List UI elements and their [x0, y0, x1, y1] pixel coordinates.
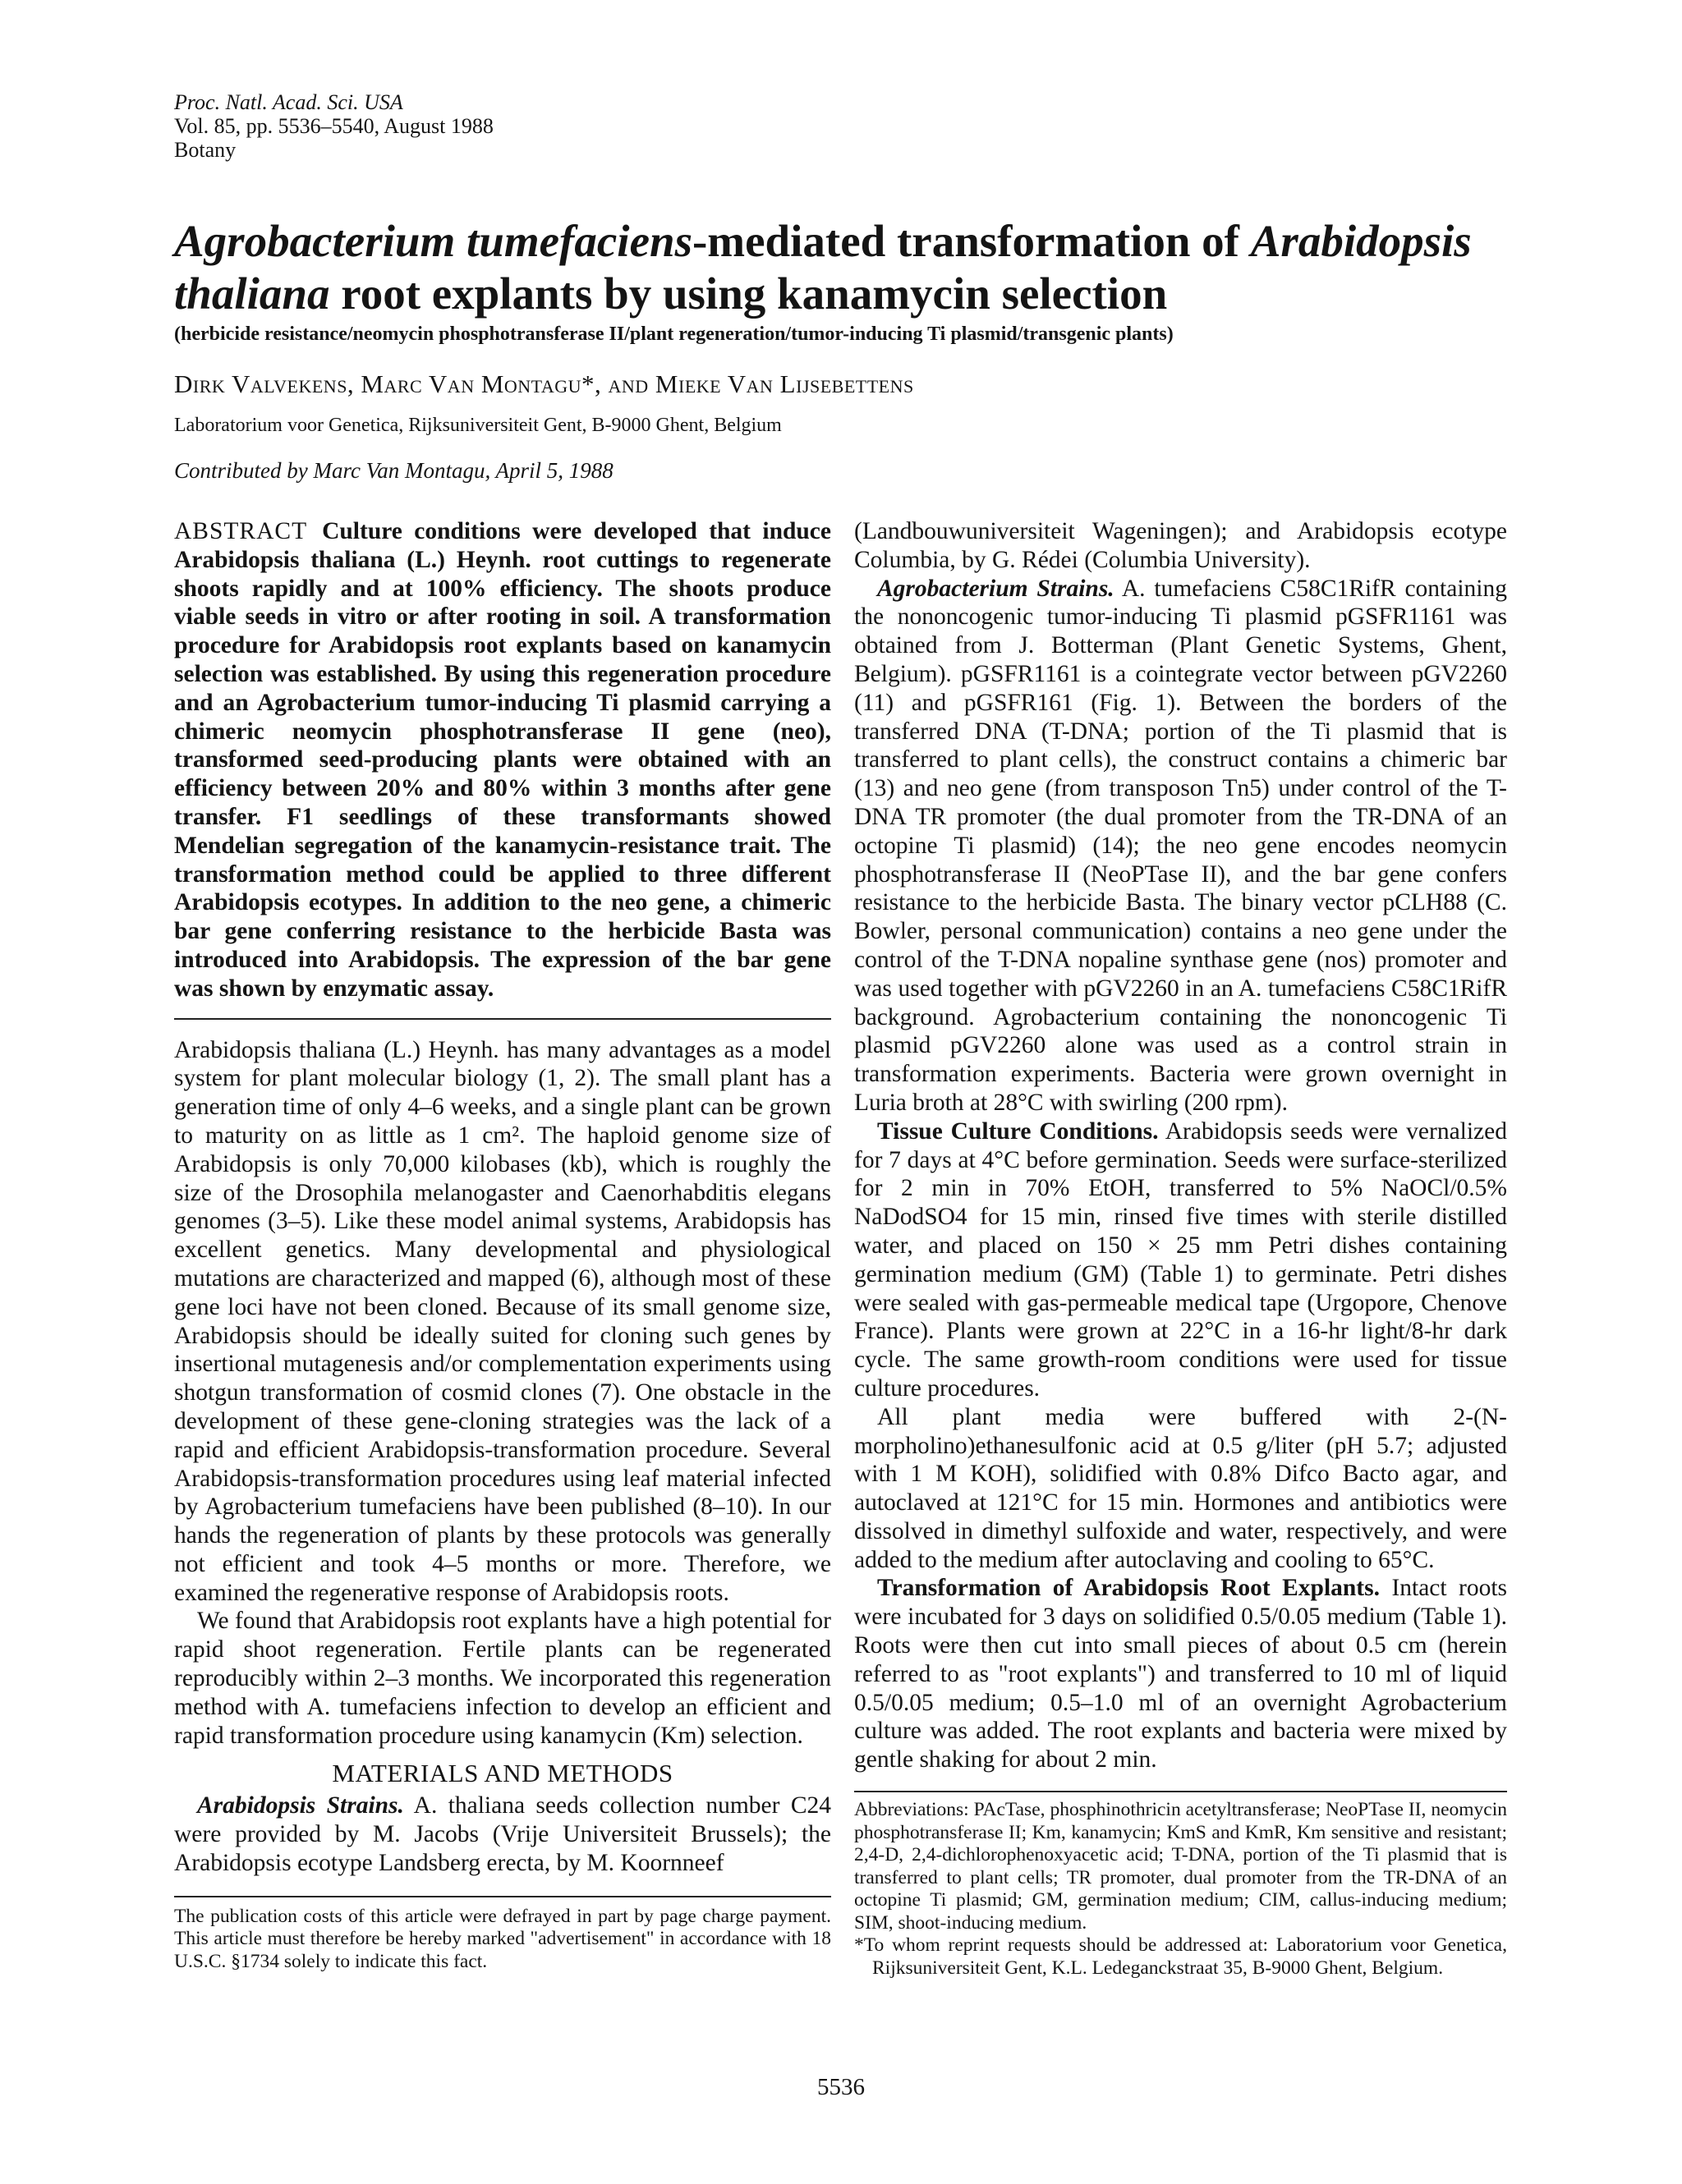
journal-volume: Vol. 85, pp. 5536–5540, August 1988	[174, 114, 494, 138]
strains-text: A. thaliana seeds collection number C24 were provided by M. Jacobs (Vrije Universiteit Brussels); the Arabidopsis ecotype Landsberg erecta, by M. Koornneef	[174, 1792, 831, 1876]
abstract-label: ABSTRACT	[174, 518, 308, 544]
strains-continued: (Landbouwuniversiteit Wageningen); and Arabidopsis ecotype Columbia, by G. Rédei (Columbia University).	[854, 518, 1507, 573]
title-part1: Agrobacterium tumefaciens	[174, 216, 692, 266]
transformation-heading: Transformation of Arabidopsis Root Explants.	[877, 1575, 1380, 1602]
title-part4: root explants by using kanamycin selection	[329, 268, 1168, 319]
footnote-rule-right	[854, 1791, 1507, 1792]
agro-text: A. tumefaciens C58C1RifR containing the nononcogenic tumor-inducing Ti plasmid pGSFR1161 was obtained from J. Botterman (Plant Genetic Systems, Ghent, Belgium). pGSFR1161 is a cointegrate vector between pGV2260 (11) and pGSFR161 (Fig. 1). Between the borders of the transferred DNA (T-DNA; portion of the Ti plasmid that is transferred to plant cells), the construct contains a chimeric bar (13) and neo gene (from transposon Tn5) under control of the T-DNA TR promoter (the dual promoter from the TR-DNA of an octopine Ti plasmid) (14); the neo gene encodes neomycin phosphotransferase II (NeoPTase II), and the bar gene confers resistance to the herbicide Basta. The binary vector pCLH88 (C. Bowler, personal communication) contains a neo gene under the control of the T-DNA nopaline synthase gene (nos) promoter and was used together with pGV2260 in an A. tumefaciens C58C1RifR background. Agrobacterium containing the nononcogenic Ti plasmid pGV2260 alone was used as a control strain in transformation experiments. Bacteria were grown overnight in Luria broth at 28°C with swirling (200 rpm).	[854, 575, 1507, 1116]
left-column	[174, 517, 831, 1973]
intro-paragraph-2: We found that Arabidopsis root explants have a high potential for rapid shoot regeneration. Fertile plants can be regenerated reproducibly within 2–3 months. We incorporated this regeneration method with A. tumefaciens infection to develop an efficient and rapid transformation procedure using kanamycin (Km) selection.	[174, 1608, 831, 1749]
title-part3: Arabidopsis thaliana	[174, 216, 1472, 319]
title-part2: -mediated transformation of	[692, 216, 1251, 266]
publication-note: The publication costs of this article were defrayed in part by page charge payment. This article must therefore be hereby marked "advertisement" in accordance with 18 U.S.C. §1734 solely to indicate this fact.	[174, 1905, 831, 1972]
media-text: All plant media were buffered with 2-(N-morpholino)ethanesulfonic acid at 0.5 g/liter (pH 5.7; adjusted with 1 M KOH), solidified with 0.8% Difco Bacto agar, and autoclaved at 121°C for 15 min. Hormones and antibiotics were dissolved in dimethyl sulfoxide and water, respectively, and were added to the medium after autoclaving and cooling to 65°C.	[854, 1403, 1507, 1573]
transformation-text: Intact roots were incubated for 3 days on solidified 0.5/0.05 medium (Table 1). Roots were then cut into small pieces of about 0.5 cm (herein referred to as "root explants") and transferred to 10 ml of liquid 0.5/0.05 medium; 0.5–1.0 ml of an overnight Agrobacterium culture was added. The root explants and bacteria were mixed by gentle shaking for about 2 min.	[854, 1575, 1508, 1773]
affiliation: Laboratorium voor Genetica, Rijksuniversiteit Gent, B-9000 Ghent, Belgium	[174, 415, 782, 436]
abstract	[174, 517, 831, 1003]
methods-heading: MATERIALS AND METHODS	[332, 1759, 673, 1788]
abstract-rule	[174, 1018, 831, 1020]
intro-paragraph-1: Arabidopsis thaliana (L.) Heynh. has many advantages as a model system for plant molecular biology (1, 2). The small plant has a generation time of only 4–6 weeks, and a single plant can be grown to maturity on as little as 1 cm². The haploid genome size of Arabidopsis is only 70,000 kilobases (kb), which is roughly the size of the Drosophila melanogaster and Caenorhabditis elegans genomes (3–5). Like these model animal systems, Arabidopsis has excellent genetics. Many developmental and physiological mutations are characterized and mapped (6), although most of these gene loci have not been cloned. Because of its small genome size, Arabidopsis should be ideally suited for cloning such genes by insertional mutagenesis and/or complementation experiments using shotgun transformation of cosmid clones (7). One obstacle in the development of these gene-cloning strategies was the lack of a rapid and efficient Arabidopsis-transformation procedure. Several Arabidopsis-transformation procedures using leaf material infected by Agrobacterium tumefaciens have been published (8–10). In our hands the regeneration of plants by these protocols was generally not efficient and took 4–5 months or more. Therefore, we examined the regenerative response of Arabidopsis roots.	[174, 1036, 831, 1606]
right-column	[854, 517, 1507, 1980]
abbreviations-footnote: Abbreviations: PAcTase, phosphinothricin acetyltransferase; NeoPTase II, neomycin phosphotransferase II; Km, kanamycin; KmS and KmR, Km sensitive and resistant; 2,4-D, 2,4-dichlorophenoxyacetic acid; T-DNA, portion of the Ti plasmid that is transferred to plant cells; TR promoter, dual promoter from the TR-DNA of an octopine Ti plasmid; GM, germination medium; CIM, callus-inducing medium; SIM, shoot-inducing medium.	[854, 1799, 1507, 1934]
authors: Dirk Valvekens, Marc Van Montagu*, and Mieke Van Lijsebettens	[174, 369, 914, 398]
correspondence-footnote: *To whom reprint requests should be addressed at: Laboratorium voor Genetica, Rijksuniversiteit Gent, K.L. Ledeganckstraat 35, B-9000 Ghent, Belgium.	[854, 1934, 1507, 1979]
strains-heading: Arabidopsis Strains.	[197, 1792, 404, 1819]
tissue-text: Arabidopsis seeds were vernalized for 7 days at 4°C before germination. Seeds were surface-sterilized for 2 min in 70% EtOH, transferred to 5% NaOCl/0.5% NaDodSO4 for 15 min, rinsed five times with sterile distilled water, and placed on 150 × 25 mm Petri dishes containing germination medium (GM) (Table 1) to germinate. Petri dishes were sealed with gas-permeable medical tape (Urgopore, Chenove France). Plants were grown at 22°C in a 16-hr light/8-hr dark cycle. The same growth-room conditions were used for tissue culture procedures.	[854, 1117, 1507, 1402]
contributed-by: Contributed by Marc Van Montagu, April 5, 1988	[174, 458, 614, 483]
article-title	[174, 215, 1521, 320]
agro-heading: Agrobacterium Strains.	[877, 575, 1114, 602]
footnote-rule-left	[174, 1896, 831, 1897]
journal-header	[174, 90, 494, 162]
abstract-text: Culture conditions were developed that induce Arabidopsis thaliana (L.) Heynh. root cuttings to regenerate shoots rapidly and at 100% efficiency. The shoots produce viable seeds in vitro or after rooting in soil. A transformation procedure for Arabidopsis root explants based on kanamycin selection was established. By using this regeneration procedure and an Agrobacterium tumor-inducing Ti plasmid carrying a chimeric neomycin phosphotransferase II gene (neo), transformed seed-producing plants were obtained with an efficiency between 20% and 80% within 3 months after gene transfer. F1 seedlings of these transformants showed Mendelian segregation of the kanamycin-resistance trait. The transformation method could be applied to three different Arabidopsis ecotypes. In addition to the neo gene, a chimeric bar gene conferring resistance to the herbicide Basta was introduced into Arabidopsis. The expression of the bar gene was shown by enzymatic assay.	[174, 518, 831, 1002]
tissue-heading: Tissue Culture Conditions.	[877, 1117, 1159, 1145]
keywords: (herbicide resistance/neomycin phosphotransferase II/plant regeneration/tumor-inducing Ti plasmid/transgenic plants)	[174, 323, 1174, 345]
journal-section: Botany	[174, 138, 237, 162]
page-number: 5536	[817, 2074, 865, 2100]
journal-name: Proc. Natl. Acad. Sci. USA	[174, 90, 403, 114]
